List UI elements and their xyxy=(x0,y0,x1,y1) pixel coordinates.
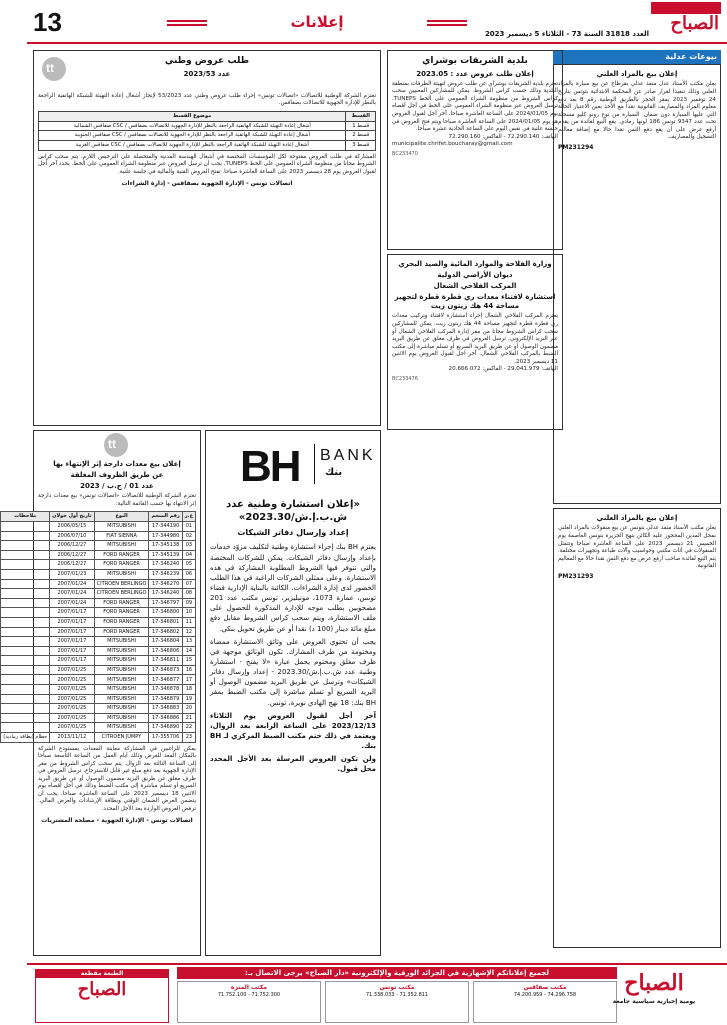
table-cell: 16 xyxy=(182,665,195,675)
table-cell: 2006/12/27 xyxy=(50,541,95,551)
table-row xyxy=(1,589,196,599)
table-cell: 17-344190 xyxy=(149,521,182,531)
table-cell xyxy=(1,665,50,675)
tender-agriculture-body: يعتزم المركب الفلاحي الشعال إجراء استشارة لاقتناء وتركيب معدات ري قطرة قطرة لتجهيز مساحة 44 هك زيتون زيت. يمكن للمشاركين سحب كراس الشروط مجانا من مقر إدارة المركب الفلاحي الشعال أو عبر البريد الإلكتروني. ترسل العروض في ظرف مغلق عن طريق البريد مضمون الوصول أو عن طريق البريد السريع أو تسلم مباشرة إلى مكتب الضبط بالمركب الفلاحي الشعال. آخر أجل لقبول العروض يوم الاثنين 11 ديسمبر 2023. xyxy=(392,313,558,365)
table-cell: 03 xyxy=(182,541,195,551)
footer-masthead: الصباح يومية إخبارية سياسية جامعة xyxy=(612,970,696,1005)
vehicle-sale-title: إعلان بيع معدات دارجة إثر الإنتهاء بها xyxy=(53,460,181,468)
table-cell: 17-346240 xyxy=(149,560,182,570)
table-row xyxy=(1,579,196,589)
bh-bank-notice xyxy=(205,430,381,956)
table-row xyxy=(1,723,196,733)
table-cell: 02 xyxy=(182,531,195,541)
tender-municipality-code: BC233470 xyxy=(392,150,418,157)
tender-agriculture-org: وزارة الفلاحة والموارد المائية والصيد البحري xyxy=(398,260,552,268)
table-cell: 17-346239 xyxy=(149,569,182,579)
table-cell: MITSUBISHI xyxy=(94,704,149,714)
table-cell: 01 xyxy=(182,521,195,531)
table-cell: 2007/01/25 xyxy=(50,694,95,704)
table-cell: 2007/01/17 xyxy=(50,627,95,637)
table-cell: MITSUBISHI xyxy=(94,569,149,579)
table-cell xyxy=(1,541,50,551)
tender-municipality xyxy=(387,50,563,250)
auction-notice-1-body: يعلن مكتب الأستاذ عدل منفذ عدلي بقرطاج عن بيع سيارة بالمزاد العلني وذلك تنفيذا لقرار صادر عن المحكمة الابتدائية بتونس بتاريخ 24 نوفمبر 2023 بمقر الحجز بالطريق الوطنية رقم 8 بعد دفع معلوم المزاد والمصاريف القانونية نقدا مع الأخذ بعين الاعتبار الحالة التي عليها السيارة دون ضمان. السيارة من نوع رونو كليو مسجلة تحت عدد 9347 تونس 186 لونها رمادي. يقع البيع لفائدة من يقدم أرفع عرض على أن يقع دفع الثمن نقدا حالا مع إضافة معاليم التسجيل والمصاريف. xyxy=(558,81,716,141)
table-cell: 2007/01/17 xyxy=(50,608,95,618)
table-cell: 17-345138 xyxy=(149,541,182,551)
vehicle-table-header: النوع xyxy=(94,512,149,522)
table-cell: 2013/11/12 xyxy=(50,733,95,743)
table-cell: CITROEN BERLINGO xyxy=(94,589,149,599)
table-cell xyxy=(1,608,50,618)
vehicle-sale-number: عدد 01 / ج.ب / 2023 xyxy=(80,482,154,491)
tt-tender-notice xyxy=(33,50,381,426)
table-cell: 22 xyxy=(182,723,195,733)
bh-logo-mark: BH xyxy=(240,442,300,491)
table-cell: 17-346873 xyxy=(149,665,182,675)
table-cell xyxy=(1,617,50,627)
tender-agriculture xyxy=(387,254,563,430)
table-cell: 13 xyxy=(182,637,195,647)
table-cell: 17-346240 xyxy=(149,589,182,599)
table-cell: حطام (بطاقة رمادية) xyxy=(1,733,50,743)
table-cell xyxy=(1,656,50,666)
table-cell: 17-346879 xyxy=(149,694,182,704)
table-cell xyxy=(1,713,50,723)
table-cell: 2007/01/17 xyxy=(50,637,95,647)
table-cell: 2007/01/25 xyxy=(50,685,95,695)
table-cell: 2007/01/23 xyxy=(50,569,95,579)
table-row xyxy=(1,665,196,675)
table-cell: FORD RANGER xyxy=(94,608,149,618)
vehicle-table xyxy=(0,511,196,742)
table-row xyxy=(1,713,196,723)
table-cell: FIAT SIENNA xyxy=(94,531,149,541)
tender-agriculture-org2: ديوان الأراضي الدولية xyxy=(437,271,513,280)
bh-notice-p1: يعتزم BH بنك إجراء استشارة وطنية لتكليف مزوّد خدمات بإعداد وإرسال دفاتر الشيكات. يمكن للشركات المختصة والتي تتوفر فيها الشروط المطلوبة المشاركة في هذه الاستشارة. وعلى ممثلي الشركات الراغبة في هذا الطلب الحضور لدى إدارة الشراءات، الكائنة بالبناية الإدارية فضاء تونس، عمارة 1073، مونبليزير، تونس مكتب عدد 201 مصحوبين بطلب موجه للإدارة المذكورة للحصول على ملف الاستشارة، ويتم سحب كراس الشروط مقابل دفع مبلغ مائة دينار (100 د) نقدا أو عن طريق تحويل بنكي. xyxy=(210,543,376,633)
table-cell: 17-346886 xyxy=(149,713,182,723)
table-row xyxy=(1,531,196,541)
table-cell: 2006/12/27 xyxy=(50,560,95,570)
table-cell xyxy=(1,723,50,733)
table-row xyxy=(1,656,196,666)
table-cell xyxy=(1,598,50,608)
table-cell: MITSUBISHI xyxy=(94,646,149,656)
table-cell: 17-346811 xyxy=(149,656,182,666)
table-row xyxy=(1,617,196,627)
table-cell: 08 xyxy=(182,589,195,599)
footer-offices xyxy=(177,981,617,1023)
vehicle-sale-intro: تعتزم الشركة الوطنية للاتصالات «اتصالات تونس» بيع معدات دارجة إثر الانتهاء بها حسب القائمة التالية: xyxy=(38,493,196,507)
table-row xyxy=(1,550,196,560)
masthead-name: الصباح xyxy=(670,13,719,34)
table-cell: 18 xyxy=(182,685,195,695)
tt-tender-title: طلب عروض وطني xyxy=(164,56,250,66)
table-row xyxy=(1,637,196,647)
tender-agriculture-title: استشارة لاقتناء معدات ري قطرة قطرة لتجهيز مساحة 44 هك زيتون زيت xyxy=(394,293,556,311)
table-cell: 19 xyxy=(182,694,195,704)
table-cell xyxy=(1,579,50,589)
vehicle-sale-signature: اتصالات تونس - الإدارة الجهوية - مصلحة المشتريات xyxy=(41,816,193,824)
table-cell: MITSUBISHI xyxy=(94,723,149,733)
issue-line: العدد 31818 السنة 73 - الثلاثاء 5 ديسمبر 2023 xyxy=(484,30,649,38)
office-sfax: مكتب صفاقس 74.296.758 - 74.200.959 xyxy=(473,981,617,1023)
bh-notice-subtitle: إعداد وإرسال دفاتر الشيكات xyxy=(237,528,349,537)
right-column xyxy=(553,50,721,960)
table-cell: 17-344980 xyxy=(149,531,182,541)
table-row: قسط 3 أشغال إعادة التهيئة للشبكة الهاتفية الراجعة بالنظر للإدارة الجهوية للاتصالات بصفاقس / CSC صفاقس الغربية xyxy=(39,141,376,151)
tt-vehicle-sale xyxy=(3,430,201,956)
bh-notice-title: «إعلان استشارة وطنية عدد ش.ب.إ.ش/2023.30» xyxy=(226,499,360,523)
table-row xyxy=(1,733,196,743)
table-cell: 17-346878 xyxy=(149,685,182,695)
auction-notice-1-title: إعلان بيع بالمزاد العلني xyxy=(596,70,678,79)
table-cell: 17-346806 xyxy=(149,646,182,656)
auction-notice-2 xyxy=(553,508,721,948)
tender-agriculture-org3: المركب الفلاحي الشعال xyxy=(433,282,517,291)
table-cell: 14 xyxy=(182,646,195,656)
footer-contact-strip: لجميع إعلاناتكم الإشهارية في الجرائد الورقية والإلكترونية «دار الصباح» يرجى الاتصال بـ: xyxy=(177,967,617,979)
table-cell: MITSUBISHI xyxy=(94,541,149,551)
table-row xyxy=(1,598,196,608)
table-cell: 11 xyxy=(182,617,195,627)
table-cell xyxy=(1,589,50,599)
table-row xyxy=(1,675,196,685)
table-cell: 23 xyxy=(182,733,195,743)
table-cell: 2007/01/24 xyxy=(50,579,95,589)
lots-header-subject: موضوع القسط xyxy=(39,111,346,121)
table-cell: 2007/01/25 xyxy=(50,675,95,685)
table-row xyxy=(1,569,196,579)
table-cell: FORD RANGER xyxy=(94,598,149,608)
masthead-logo xyxy=(651,2,721,42)
auction-notice-1 xyxy=(553,64,721,504)
table-row xyxy=(1,704,196,714)
tunisie-telecom-logo: tt xyxy=(42,57,76,81)
middle-column xyxy=(387,50,563,434)
vehicle-table-header: ع.ر xyxy=(182,512,195,522)
page-number: 13 xyxy=(33,7,62,37)
table-row xyxy=(1,685,196,695)
vehicle-table-header: رقم المنجم xyxy=(149,512,182,522)
table-cell xyxy=(1,560,50,570)
table-row xyxy=(1,560,196,570)
lots-header-lot: القسط xyxy=(346,111,376,121)
table-row: قسط 1 أشغال إعادة التهيئة للشبكة الهاتفية الراجعة بالنظر للإدارة الجهوية للاتصالات بصفاقس / CSC صفاقس الشمالية xyxy=(39,121,376,131)
office-tunis: مكتب تونس 71.352.811 - 71.338.033 xyxy=(325,981,469,1023)
tender-agriculture-code: BC233476 xyxy=(392,375,418,382)
bh-logo-arabic: بنك xyxy=(325,467,343,478)
table-cell: 17-346802 xyxy=(149,627,182,637)
tender-municipality-org: بلدية الشريقات بوشراي xyxy=(422,56,528,66)
tender-agriculture-contact: الهاتف: 29.041.979 - الفاكس: 20.666.072 xyxy=(448,366,558,373)
section-title: إعلانات xyxy=(290,13,344,31)
table-cell: 17-346800 xyxy=(149,608,182,618)
table-row xyxy=(1,646,196,656)
table-cell: 12 xyxy=(182,627,195,637)
tt-tender-number: عدد 2023/53 xyxy=(183,69,231,78)
page-header xyxy=(27,0,727,44)
vehicle-table-header: ملاحظات xyxy=(1,512,50,522)
table-cell: 2007/01/25 xyxy=(50,713,95,723)
table-cell: MITSUBISHI xyxy=(94,675,149,685)
tender-municipality-title: إعلان طلب عروض عدد : 2023.05 xyxy=(416,69,534,78)
tender-municipality-email[interactable]: municipalite.chrifet.boucharay@gmail.com xyxy=(392,141,513,148)
table-cell: 17-346890 xyxy=(149,723,182,733)
lower-left-area xyxy=(3,430,381,960)
table-cell: MITSUBISHI xyxy=(94,685,149,695)
table-cell xyxy=(1,685,50,695)
table-cell xyxy=(1,569,50,579)
table-cell: 17-346797 xyxy=(149,598,182,608)
bh-notice-p3: آخر أجل لقبول العروض يوم الثلاثاء 2023/12/13 على الساعة الرابعة بعد الزوال، ويعتمد في ذلك ختم مكتب الضبط المركزي لـ BH بنك. xyxy=(210,711,376,751)
bh-bank-logo xyxy=(210,434,376,494)
table-cell: 17-346877 xyxy=(149,675,182,685)
table-row xyxy=(1,541,196,551)
table-cell: 2007/01/24 xyxy=(50,589,95,599)
tender-municipality-contact: الهاتف: 72.290.140 - الفاكس: 72.290.160 xyxy=(448,133,558,140)
table-row xyxy=(1,608,196,618)
bh-notice-p2: يجب أن تحتوي العروض على وثائق الاستشارة ممضاة ومختومة من طرف المشارك. تكون الوثائق موجهة في ظرف مغلق ومختوم يحمل عبارة «لا يفتح - استشارة وطنية عدد ش.ب.إ.ش/2023.30 - إعداد وإرسال دفاتر الشيكات» وترسل عن طريق البريد مضمون الوصول أو البريد السريع أو تسلم مباشرة إلى مكتب الضبط بمقر BH بنك: 18 نهج الهادي نويرة، تونس. xyxy=(210,637,376,707)
tt-tender-signature: اتصالات تونس - الإدارة الجهوية بصفاقس - إدارة الشراءات xyxy=(121,179,293,187)
table-cell: 10 xyxy=(182,608,195,618)
table-cell: FORD RANGER xyxy=(94,627,149,637)
auction-notice-2-title: إعلان بيع بالمزاد العلني xyxy=(596,514,678,523)
table-cell: CITROEN BERLINGO xyxy=(94,579,149,589)
tt-tender-body: المشاركة في طلب العروض مفتوحة لكل المؤسسات المختصة في أشغال الهندسة المدنية والمتحصلة على الترخيص اللازم. يتم سحب كراس الشروط مجانا من منظومة الشراء العمومي على الخط TUNEPS. يجب أن ترسل العروض عبر منظومة الشراء العمومي على الخط. يحدد آخر أجل لقبول العروض يوم 28 ديسمبر 2023 على الساعة العاشرة صباحا. تفتح العروض الفنية والمالية في جلسة علنية. xyxy=(38,153,376,175)
table-cell: FORD RANGER xyxy=(94,617,149,627)
table-cell xyxy=(1,704,50,714)
footer-left-logo: الطبعة مقطعة الصباح xyxy=(35,969,169,1023)
table-cell: 2007/01/17 xyxy=(50,617,95,627)
table-cell: FORD RANGER xyxy=(94,550,149,560)
table-cell: 17-345139 xyxy=(149,550,182,560)
table-cell xyxy=(1,521,50,531)
tt-lots-table xyxy=(38,111,376,151)
bh-notice-p4: ولن تكون العروض المرسلة بعد الأجل المحدد محل قبول. xyxy=(210,755,376,774)
table-cell xyxy=(1,550,50,560)
auction-notice-1-code: PM231294 xyxy=(558,143,594,151)
table-cell: 17-346801 xyxy=(149,617,182,627)
table-cell: MITSUBISHI xyxy=(94,665,149,675)
table-cell: 2007/01/24 xyxy=(50,598,95,608)
table-cell: MITSUBISHI xyxy=(94,637,149,647)
table-cell: 17-355706 xyxy=(149,733,182,743)
vehicle-table-header: تاريخ أول جولان xyxy=(50,512,95,522)
table-row: قسط 2 أشغال إعادة التهيئة للشبكة الهاتفية الراجعة بالنظر للإدارة الجهوية للاتصالات بصفاقس / CSC صفاقس الجنوبية xyxy=(39,131,376,141)
vehicle-sale-subtitle: عن طريق الظروف المغلقة xyxy=(70,471,164,480)
auction-notice-2-body: يعلن مكتب الأستاذ منفذ عدلي بتونس عن بيع منقولات بالمزاد العلني بمحل المدين المحجوز عليه الكائن بنهج الجزيرة بتونس العاصمة يوم الخميس 21 ديسمبر 2023 على الساعة العاشرة صباحا وتتمثل المنقولات في أثاث مكتبي وحواسيب وآلات طباعة وتجهيزات مختلفة. يتم البيع لفائدة صاحب أرفع عرض مع دفع الثمن نقدا حالا مع المعاليم القانونية. xyxy=(558,525,716,570)
auction-notice-2-code: PM231293 xyxy=(558,572,594,580)
office-menzah: مكتب المنزه 71.752.300 - 71.752.100 xyxy=(177,981,321,1023)
table-cell: 20 xyxy=(182,704,195,714)
table-row xyxy=(1,694,196,704)
table-cell xyxy=(1,531,50,541)
left-column xyxy=(3,50,381,960)
table-cell: MITSUBISHI xyxy=(94,521,149,531)
table-cell: 2007/01/25 xyxy=(50,704,95,714)
table-cell: 09 xyxy=(182,598,195,608)
table-cell: 2007/01/25 xyxy=(50,665,95,675)
table-cell: 06 xyxy=(182,569,195,579)
header-divider-left xyxy=(167,20,207,26)
table-cell: FORD RANGER xyxy=(94,560,149,570)
table-cell xyxy=(1,637,50,647)
table-cell: 21 xyxy=(182,713,195,723)
table-cell: MITSUBISHI xyxy=(94,694,149,704)
bh-logo-word: BANK xyxy=(320,447,376,464)
table-cell: 2006/12/27 xyxy=(50,550,95,560)
table-cell: 17-346804 xyxy=(149,637,182,647)
table-cell: 05 xyxy=(182,560,195,570)
table-cell: 2007/01/25 xyxy=(50,723,95,733)
court-sales-heading: بيوعات عدلية xyxy=(553,50,721,64)
table-cell: 17-346270 xyxy=(149,579,182,589)
vehicle-sale-body: يمكن للراغبين في المشاركة معاينة المعدات بمستودع الشركة بالمكان المعد للغرض وذلك أيام العمل من الساعة التاسعة صباحا إلى الساعة الثالثة بعد الزوال. يتم سحب كراس الشروط من مقر الإدارة الجهوية بعد دفع مبلغ غير قابل للاسترجاع. ترسل العروض في ظرف مغلق عن طريق البريد مضمون الوصول أو عن طريق البريد السريع أو تسلم مباشرة إلى مكتب الضبط وذلك في أجل أقصاه يوم الاثنين 18 ديسمبر 2023 على الساعة العاشرة صباحا. يجب أن يتضمن العرض الضمان الوقتي وبطاقة الإرشادات والعرض المالي. ترفض العروض الواردة بعد الأجل المحدد. xyxy=(38,745,196,812)
tunisie-telecom-logo-2: tt xyxy=(104,433,138,457)
table-cell: 2006/07/10 xyxy=(50,531,95,541)
table-cell: MITSUBISHI xyxy=(94,656,149,666)
table-cell xyxy=(1,675,50,685)
table-cell: 2007/01/17 xyxy=(50,656,95,666)
table-cell xyxy=(1,694,50,704)
tt-tender-intro: تعتزم الشركة الوطنية للاتصالات «اتصالات تونس» إجراء طلب عروض وطني عدد 53/2023 لإنجاز أشغال إعادة التهيئة للشبكة الهاتفية الراجعة بالنظر للإدارة الجهوية للاتصالات بصفاقس. xyxy=(38,92,377,107)
table-cell: 04 xyxy=(182,550,195,560)
table-cell: 07 xyxy=(182,579,195,589)
header-divider-right xyxy=(427,20,467,26)
table-cell: 2007/01/17 xyxy=(50,646,95,656)
table-cell: 2006/05/15 xyxy=(50,521,95,531)
table-cell: 15 xyxy=(182,656,195,666)
table-cell xyxy=(1,646,50,656)
table-cell: CITROEN JUMPY xyxy=(94,733,149,743)
table-cell xyxy=(1,627,50,637)
tender-municipality-body: تعتزم بلدية الشريقات بوشراي عن طلب عروض لتهيئة الطرقات بمنطقة البلدية وذلك حسب كراس الشروط. يمكن للمشاركين المعنيين سحب كراس الشروط من منظومة الشراء العمومي على الخط TUNEPS. ترسل العروض عبر منظومة الشراء العمومي على الخط في أجل أقصاه يوم 2024/01/05 على الساعة العاشرة صباحا. آخر أجل لقبول العروض هو يوم 2024/01/05 على الساعة العاشرة صباحا ويتم فتح العروض في جلسة علنية في نفس اليوم على الساعة الحادية عشرة صباحا. xyxy=(392,80,558,133)
table-cell: 17 xyxy=(182,675,195,685)
table-row xyxy=(1,521,196,531)
table-cell: MITSUBISHI xyxy=(94,713,149,723)
table-cell: 17-346883 xyxy=(149,704,182,714)
page-footer xyxy=(27,963,727,1025)
table-row xyxy=(1,627,196,637)
